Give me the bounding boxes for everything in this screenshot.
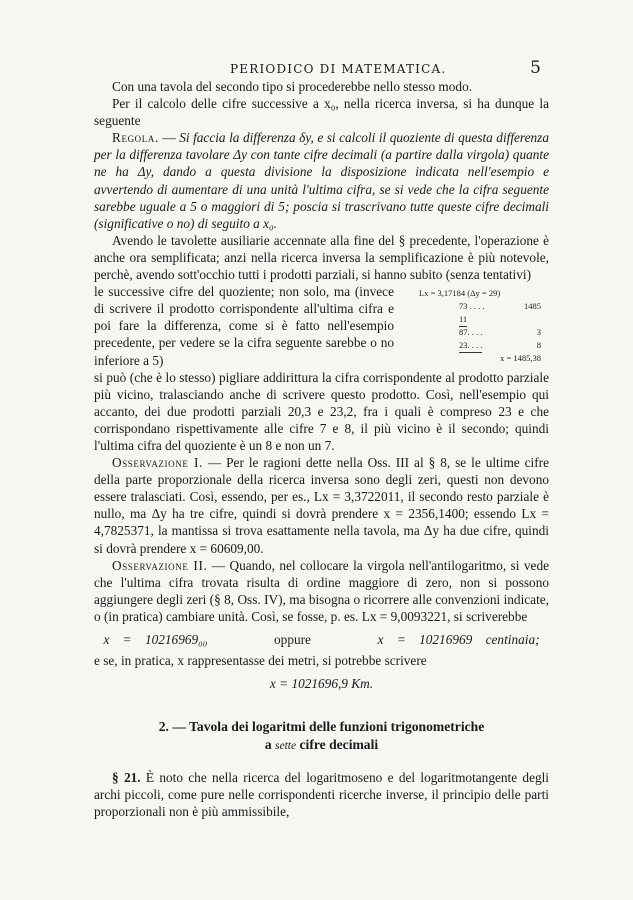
observation-1 bbox=[94, 454, 549, 557]
calc-left: 73 . . . . bbox=[459, 301, 485, 312]
calc-line bbox=[419, 313, 549, 326]
calc-line: Lx = 3,17184 (Δy = 29) bbox=[419, 288, 501, 299]
rule-paragraph: Regola. — Si faccia la differenza δy, e si calcoli il quoziente di questa differenza per la differenza tavolare Δy con tante cifre decimali (a partire dalla virgola) quante ne ha Δy, dando a questa divisione la disposizione indicata nell'esempio e avvertendo di aumentare di una unità l'ultima cifra, se si vede che la cifra seguente sarebbe uguale a 5 o maggiori di 5; poscia si trascrivano tutte queste cifre decimali (significative o no) di seguito a x₀. bbox=[94, 130, 549, 231]
calc-left: 11 bbox=[459, 313, 467, 327]
inverse-calculation-example bbox=[419, 287, 549, 365]
calc-result: x = 1485,38 bbox=[500, 353, 541, 364]
running-head: PERIODICO DI MATEMATICA. bbox=[230, 62, 447, 76]
paragraph-5-text: È noto che nella ricerca del logaritmoseno e del logaritmotangente degli archi piccoli, come pure nelle corrispondenti ricerche inverse, il principio delle parti proporzionali non è più ammissibile, bbox=[94, 770, 550, 820]
formula-km bbox=[94, 675, 549, 692]
paragraph-1: Con una tavola del secondo tipo si procederebbe nello stesso modo. bbox=[112, 79, 473, 94]
calculation-block bbox=[94, 283, 549, 368]
observation-2-text: — Quando, nel collocare la virgola nell'antilogaritmo, si vede che l'ultima cifra trovata risulta di ordine maggiore di zero, non si possono aggiungere degli zeri (§ 8, Oss. IV), ma bisogna o ricorrere alle convenzioni indicate, o (in pratica) cambiare unità. Così, se fosse, p. es. Lx = 9,0093221, si scriverebbe bbox=[94, 557, 549, 624]
page-header bbox=[110, 58, 541, 80]
formula-mid: oppure bbox=[274, 632, 311, 647]
observation-2-label: Osservazione II. bbox=[112, 557, 208, 573]
calc-line bbox=[419, 352, 549, 365]
section-title: 2. — Tavola dei logaritmi delle funzioni trigonometriche bbox=[158, 719, 485, 735]
paragraph-4: e se, in pratica, x rappresentasse dei metri, si potrebbe scrivere bbox=[94, 653, 427, 669]
formula-left: x = 10216969₀₀ bbox=[103, 632, 208, 647]
observation-1-text: — Per le ragioni dette nella Oss. III al § 8, se le ultime cifre della parte proporzionale della ricerca inversa sono degli zeri, questi non devono essere tralasciati. Così, essendo, per es., Lx = 3,3722011, il secondo resto parziale è nullo, ma Δy ha tre cifre, quindi si dovrà prendere x = 2356,1400; essendo Lx = 4,7825371, la mantissa si trova esattamente nella tavola, ma Δy ha due cifre, quindi si dovrà prendere x = 60609,00. bbox=[94, 455, 549, 556]
observation-1-label: Osservazione I. bbox=[112, 455, 203, 471]
calc-line bbox=[419, 300, 549, 313]
calc-right: 8 bbox=[536, 340, 541, 351]
rule-label: Regola. bbox=[112, 130, 159, 146]
section-subtitle-a: a bbox=[264, 737, 272, 753]
calc-line bbox=[419, 339, 549, 352]
calc-left: 87. . . . bbox=[459, 327, 483, 338]
formula-right: x = 10216969 centinaia; bbox=[377, 632, 540, 647]
section-subtitle-italic: sette bbox=[275, 740, 297, 753]
observation-2 bbox=[94, 557, 549, 625]
section-subtitle bbox=[94, 736, 549, 755]
section-mark: § 21. bbox=[112, 770, 141, 786]
section-subtitle-b: cifre decimali bbox=[299, 737, 379, 753]
body-text bbox=[94, 78, 549, 821]
calc-right: 3 bbox=[536, 327, 541, 338]
calc-line bbox=[419, 326, 549, 339]
paragraph-2: Per il calcolo delle cifre successive a x₀, nella ricerca inversa, si ha dunque la seguente bbox=[94, 96, 549, 129]
paragraph-3-top: Avendo le tavolette ausiliarie accennate alla fine del § precedente, l'operazione è anche ora semplificata; anzi nella ricerca inversa la semplificazione è più notevole, perchè, avendo sott'occhio tutti i prodotti parziali, si hanno subito (senza tentativi) bbox=[94, 232, 549, 283]
formula-antilog bbox=[94, 631, 549, 648]
calc-right: 1485 bbox=[524, 301, 541, 312]
formula-km-text: x = 1021696,9 Km. bbox=[269, 676, 374, 692]
page-number: 5 bbox=[530, 58, 541, 78]
calc-left: 23. . . . bbox=[459, 339, 482, 353]
paragraph-3-narrow: le successive cifre del quoziente; non solo, ma (invece di scrivere il prodotto corrispondente all'ultima cifra e poi fare la differenza, come si è fatto nell'esempio precedente, per vedere se la cifra seguente sarebbe o no inferiore a 5) bbox=[94, 284, 394, 368]
rule-text: Si faccia la differenza δy, e si calcoli il quoziente di questa differenza per la differenza tavolare Δy con tante cifre decimali (a partire dalla virgola) quante ne ha Δy, dando a questa divisione la disposizione indicata nell'esempio e avvertendo di aumentare di una unità l'ultima cifra, se si vede che la cifra seguente sarebbe uguale a 5 o maggiori di 5; poscia si trascrivano tutte queste cifre decimali (significative o no) di seguito a x₀. bbox=[94, 130, 549, 231]
paragraph-3-rest: si può (che è lo stesso) pigliare addirittura la cifra corrispondente al prodotto parziale più vicino, tralasciando anche di scrivere questo prodotto. Così, nell'esempio qui accanto, dei due prodotti parziali 20,3 e 23,2, fra i quali è compreso 23 e che corrispondano rispettivamente alle cifre 7 e 8, il più vicino è il secondo; quindi l'ultima cifra del quoziente è un 8 e non un 7. bbox=[94, 369, 549, 453]
paragraph-5 bbox=[94, 769, 549, 820]
